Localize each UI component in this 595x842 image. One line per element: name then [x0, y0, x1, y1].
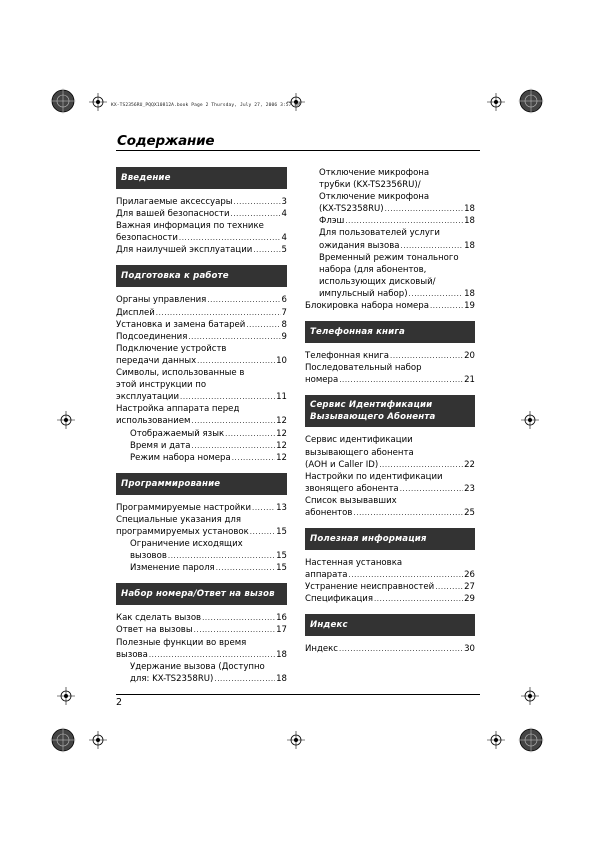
toc-entry-text: Установка и замена батарей: [116, 319, 246, 330]
toc-entry[interactable]: [116, 637, 287, 661]
toc-entry-row: [305, 507, 475, 519]
section-spacer: [305, 519, 475, 528]
toc-entry-text: Настройка аппарата перед: [116, 404, 240, 415]
toc-page-number: 12: [276, 428, 287, 439]
toc-entry[interactable]: [116, 343, 287, 367]
toc-entry[interactable]: [116, 307, 287, 319]
dot-leader: [156, 307, 281, 319]
toc-entry-row: [116, 624, 287, 636]
page-number: 2: [116, 697, 123, 708]
toc-entry-text: номера: [305, 375, 339, 386]
section-heading-line: Сервис Идентификации: [310, 400, 433, 411]
toc-subentry[interactable]: [305, 215, 475, 227]
toc-entry-text: вызова: [116, 649, 148, 660]
registration-mark-icon: [50, 88, 76, 114]
toc-subentry[interactable]: [305, 227, 475, 251]
toc-entry-text: Важная информация по технике: [116, 221, 264, 232]
crosshair-icon: [57, 687, 75, 705]
dot-leader: [345, 215, 463, 227]
toc-entry-row: [130, 440, 287, 452]
toc-entry[interactable]: [116, 502, 287, 514]
toc-entry-row: [305, 459, 475, 471]
toc-entry-text: Телефонная книга: [305, 351, 390, 362]
dot-leader: [353, 507, 463, 519]
dot-leader: [349, 569, 464, 581]
dot-leader: [435, 581, 463, 593]
toc-entry-text: Удержание вызова (Доступно: [130, 661, 265, 672]
section-heading: Телефонная книга: [305, 321, 475, 343]
dot-leader: [253, 244, 280, 256]
toc-entry-text: Как сделать вызов: [116, 613, 202, 624]
toc-entry-text: Полезные функции во время: [116, 637, 247, 648]
toc-entry-text: Отображаемый язык: [130, 428, 225, 439]
toc-entry-row: [116, 649, 287, 661]
toc-entry-row: [116, 355, 287, 367]
toc-entry[interactable]: [116, 244, 287, 256]
crosshair-icon: [487, 93, 505, 111]
registration-mark-icon: [50, 727, 76, 753]
toc-page-number: 10: [276, 355, 287, 366]
toc-entry[interactable]: [305, 495, 475, 519]
toc-entry-text: Режим набора номера: [130, 452, 231, 463]
toc-subentry[interactable]: [116, 562, 287, 574]
toc-entry-text: Флэш: [319, 216, 345, 227]
section-spacer: [305, 605, 475, 614]
toc-entry[interactable]: [116, 403, 287, 427]
toc-entry-row: [305, 643, 475, 655]
print-info-line: KX-TS2356RU_PQQX10812A.book Page 2 Thursday, July 27, 2006 3:57 PM: [111, 103, 301, 108]
toc-page-number: 8: [281, 319, 287, 330]
toc-entry[interactable]: [116, 367, 287, 403]
page-title: Содержание: [117, 133, 215, 149]
section-heading: Подготовка к работе: [116, 265, 287, 287]
toc-entry[interactable]: [305, 557, 475, 581]
toc-entry-row: [319, 240, 475, 252]
toc-entry-text: эксплуатации: [116, 392, 180, 403]
dot-leader: [379, 459, 463, 471]
toc-entry-row: [130, 428, 287, 440]
toc-page-number: 15: [276, 526, 287, 537]
dot-leader: [430, 300, 463, 312]
toc-entry[interactable]: [116, 514, 287, 538]
toc-page-number: 4: [281, 233, 287, 244]
toc-entry-text: Сервис идентификации: [305, 435, 413, 446]
dot-leader: [250, 526, 275, 538]
dot-leader: [192, 440, 276, 452]
toc-entry[interactable]: [116, 319, 287, 331]
toc-entry-row: [319, 203, 475, 215]
dot-leader: [400, 483, 463, 495]
dot-leader: [149, 649, 275, 661]
toc-page-number: 27: [464, 582, 475, 593]
toc-page-number: 15: [276, 551, 287, 562]
toc-entry[interactable]: [305, 300, 475, 312]
dot-leader: [409, 288, 464, 300]
section-heading: Набор номера/Ответ на вызов: [116, 583, 287, 605]
toc-entry[interactable]: [116, 331, 287, 343]
toc-entry-row: [130, 562, 287, 574]
dot-leader: [207, 294, 280, 306]
toc-page-number: 18: [464, 288, 475, 299]
dot-leader: [168, 550, 275, 562]
toc-page-number: 16: [276, 613, 287, 624]
toc-entry-text: Ограничение исходящих: [130, 539, 243, 550]
toc-page-number: 5: [281, 245, 287, 256]
section-heading: Полезная информация: [305, 528, 475, 550]
toc-entry[interactable]: [305, 593, 475, 605]
toc-page-number: 11: [276, 392, 287, 403]
footer-divider: [116, 694, 480, 695]
section-heading: [305, 395, 475, 427]
dot-leader: [374, 593, 463, 605]
dot-leader: [194, 624, 276, 636]
registration-mark-icon: [518, 727, 544, 753]
toc-entry-text: ожидания вызова: [319, 240, 400, 251]
toc-page-number: 26: [464, 570, 475, 581]
toc-entry-text: вызовов: [130, 551, 167, 562]
toc-entry-row: [116, 612, 287, 624]
dot-leader: [234, 196, 281, 208]
toc-entry-row: [130, 673, 287, 685]
dot-leader: [197, 355, 275, 367]
toc-entry-row: [116, 196, 287, 208]
crosshair-icon: [57, 411, 75, 429]
dot-leader: [188, 331, 280, 343]
section-heading: Программирование: [116, 473, 287, 495]
toc-page-number: 12: [276, 440, 287, 451]
toc-subentry[interactable]: [305, 167, 475, 215]
dot-leader: [214, 673, 275, 685]
toc-page-number: 18: [276, 673, 287, 684]
toc-entry-row: [305, 569, 475, 581]
section-spacer: [116, 574, 287, 583]
toc-subentry[interactable]: [116, 428, 287, 440]
toc-entry-text: использующих дисковый/: [319, 276, 436, 287]
toc-right-column: [305, 167, 475, 656]
section-spacer: [305, 312, 475, 321]
toc-entry[interactable]: [305, 350, 475, 362]
toc-entry-text: Программируемые настройки: [116, 502, 252, 513]
dot-leader: [246, 319, 280, 331]
dot-leader: [339, 374, 463, 386]
toc-subentry[interactable]: [116, 538, 287, 562]
toc-entry-text: Изменение пароля: [130, 563, 215, 574]
toc-subentry[interactable]: [305, 252, 475, 300]
toc-entry-text: для: KX-TS2358RU): [130, 673, 214, 684]
section-heading-line: Вызывающего Абонента: [310, 412, 436, 423]
toc-page-number: 23: [464, 483, 475, 494]
toc-subentry[interactable]: [116, 452, 287, 464]
toc-entry-text: Список вызывавших: [305, 495, 397, 506]
toc-entry-row: [305, 483, 475, 495]
toc-entry-text: Устранение неисправностей: [305, 582, 435, 593]
toc-page-number: 18: [464, 204, 475, 215]
dot-leader: [390, 350, 463, 362]
toc-entry-text: набора (для абонентов,: [319, 264, 427, 275]
toc-entry-text: Подключение устройств: [116, 343, 227, 354]
dot-leader: [385, 203, 464, 215]
crosshair-icon: [487, 731, 505, 749]
toc-entry-text: Настенная установка: [305, 558, 403, 569]
toc-entry-text: Спецификация: [305, 594, 373, 605]
toc-entry-text: Прилагаемые аксессуары: [116, 197, 233, 207]
toc-entry-text: вызывающего абонента: [305, 447, 414, 458]
toc-page-number: 18: [464, 240, 475, 251]
toc-entry-text: Специальные указания для: [116, 514, 241, 525]
toc-entry[interactable]: [116, 208, 287, 220]
toc-subentry[interactable]: [116, 661, 287, 685]
toc-entry-text: (KX-TS2358RU): [319, 204, 384, 215]
toc-entry-row: [116, 331, 287, 343]
toc-entry-text: Настройки по идентификации: [305, 471, 443, 482]
section-spacer: [116, 256, 287, 265]
section-heading: Индекс: [305, 614, 475, 636]
toc-entry-row: [319, 215, 475, 227]
dot-leader: [339, 643, 463, 655]
crosshair-icon: [89, 93, 107, 111]
toc-page-number: 18: [276, 649, 287, 660]
toc-entry[interactable]: [305, 362, 475, 386]
toc-entry-text: абонентов: [305, 507, 353, 518]
toc-page-number: 13: [276, 502, 287, 513]
crosshair-icon: [89, 731, 107, 749]
toc-entry-text: трубки (KX-TS2356RU)/: [319, 180, 421, 191]
toc-entry-row: [116, 232, 287, 244]
toc-page-number: 9: [281, 331, 287, 342]
dot-leader: [400, 240, 463, 252]
toc-page-number: 6: [281, 295, 287, 306]
toc-entry-row: [130, 550, 287, 562]
crosshair-icon: [287, 93, 305, 111]
toc-left-column: [116, 167, 287, 685]
dot-leader: [191, 415, 275, 427]
toc-entry[interactable]: [305, 643, 475, 655]
dot-leader: [179, 232, 281, 244]
toc-entry[interactable]: [116, 624, 287, 636]
toc-entry-text: звонящего абонента: [305, 483, 399, 494]
toc-entry-text: передачи данных: [116, 355, 197, 366]
toc-entry-row: [319, 288, 475, 300]
toc-entry-text: Для вашей безопасности: [116, 209, 230, 220]
toc-entry-text: импульсный набор): [319, 288, 408, 299]
toc-page-number: 12: [276, 416, 287, 427]
section-spacer: [305, 386, 475, 395]
toc-entry-text: Для пользователей услуги: [319, 228, 440, 239]
toc-page-number: 3: [281, 197, 287, 207]
toc-page-number: 25: [464, 507, 475, 518]
dot-leader: [232, 452, 275, 464]
toc-page-number: 20: [464, 351, 475, 362]
toc-entry-row: [305, 593, 475, 605]
toc-page-number: 18: [464, 216, 475, 227]
toc-entry-text: Индекс: [305, 644, 339, 655]
toc-entry-text: безопасности: [116, 233, 178, 244]
registration-mark-icon: [518, 88, 544, 114]
toc-entry-row: [116, 391, 287, 403]
toc-entry-text: аппарата: [305, 570, 348, 581]
toc-entry-text: Подсоединения: [116, 331, 188, 342]
dot-leader: [216, 562, 275, 574]
toc-entry-text: Отключение микрофона: [319, 168, 430, 178]
toc-entry-text: Дисплей: [116, 307, 155, 318]
toc-entry-row: [130, 452, 287, 464]
toc-page-number: 12: [276, 452, 287, 463]
toc-entry-text: Органы управления: [116, 295, 207, 306]
section-spacer: [116, 464, 287, 473]
toc-entry-row: [305, 350, 475, 362]
toc-entry-text: Временный режим тонального: [319, 252, 459, 263]
toc-entry-row: [116, 415, 287, 427]
toc-entry-row: [116, 502, 287, 514]
toc-entry-text: Последовательный набор: [305, 363, 422, 374]
dot-leader: [225, 428, 275, 440]
toc-entry-text: Отключение микрофона: [319, 192, 430, 203]
toc-entry[interactable]: [305, 581, 475, 593]
toc-entry-text: Блокировка набора номера: [305, 301, 429, 312]
toc-entry-text: этой инструкции по: [116, 380, 207, 391]
toc-entry-text: использованием: [116, 416, 191, 427]
dot-leader: [202, 612, 275, 624]
toc-entry-row: [116, 307, 287, 319]
crosshair-icon: [287, 731, 305, 749]
toc-entry[interactable]: [116, 294, 287, 306]
toc-page-number: 30: [464, 644, 475, 655]
toc-page-number: 21: [464, 375, 475, 386]
toc-subentry[interactable]: [116, 440, 287, 452]
crosshair-icon: [521, 411, 539, 429]
toc-entry-text: программируемых установок: [116, 526, 249, 537]
toc-page-number: 15: [276, 563, 287, 574]
toc-entry[interactable]: [116, 196, 287, 208]
crosshair-icon: [521, 687, 539, 705]
toc-entry-text: Ответ на вызовы: [116, 625, 193, 636]
toc-entry[interactable]: [116, 612, 287, 624]
toc-page-number: 4: [281, 209, 287, 220]
toc-entry[interactable]: [305, 434, 475, 470]
toc-page-number: 7: [281, 307, 287, 318]
toc-entry-row: [116, 319, 287, 331]
dot-leader: [231, 208, 281, 220]
toc-page-number: 22: [464, 459, 475, 470]
toc-entry-text: (АОН и Caller ID): [305, 459, 379, 470]
toc-entry-text: Время и дата: [130, 440, 191, 451]
toc-entry-row: [116, 294, 287, 306]
dot-leader: [180, 391, 275, 403]
toc-entry[interactable]: [116, 220, 287, 244]
toc-entry-row: [305, 300, 475, 312]
title-divider: [116, 150, 480, 151]
toc-entry[interactable]: [305, 471, 475, 495]
section-heading: Введение: [116, 167, 287, 189]
toc-entry-text: Для наилучшей эксплуатации: [116, 245, 253, 256]
toc-page-number: 19: [464, 301, 475, 312]
toc-entry-row: [116, 244, 287, 256]
toc-entry-row: [116, 208, 287, 220]
toc-page-number: 17: [276, 625, 287, 636]
dot-leader: [252, 502, 275, 514]
toc-entry-row: [116, 526, 287, 538]
toc-entry-text: Символы, использованные в: [116, 368, 245, 379]
toc-page-number: 29: [464, 594, 475, 605]
toc-entry-row: [305, 374, 475, 386]
toc-entry-row: [305, 581, 475, 593]
